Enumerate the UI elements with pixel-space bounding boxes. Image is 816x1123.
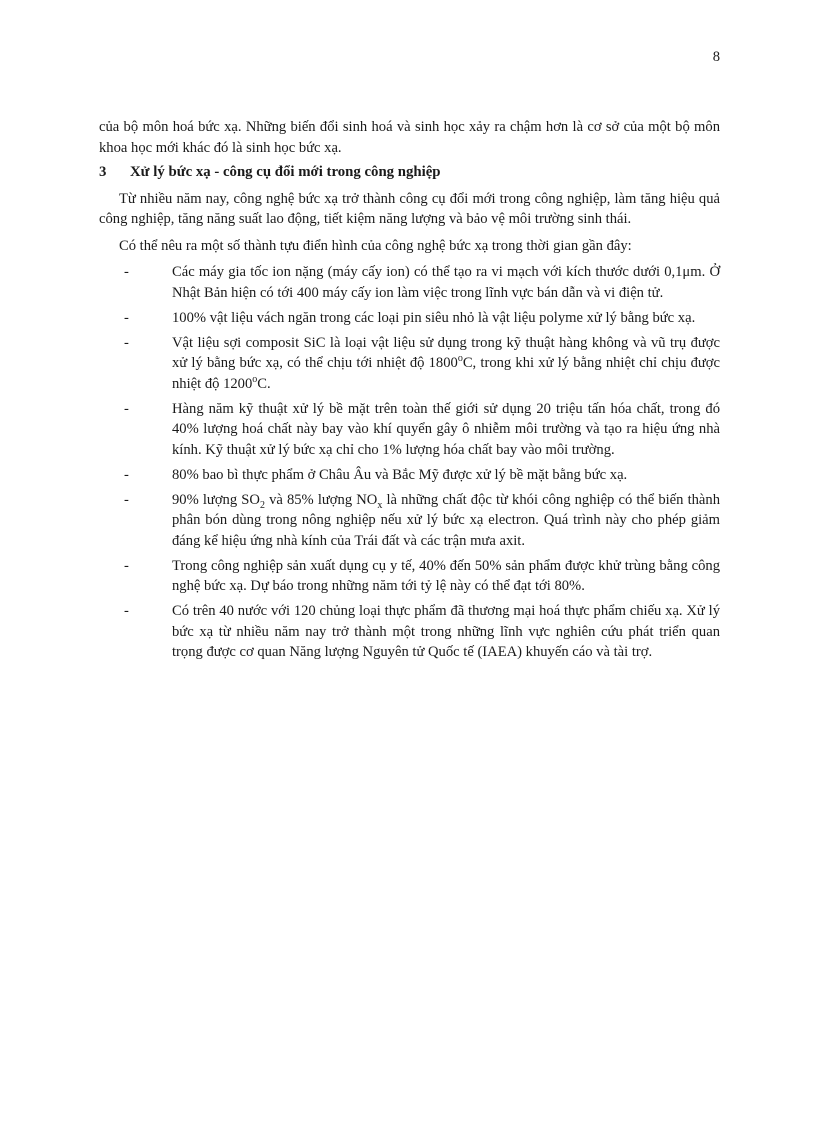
bullet-dash: - — [124, 400, 129, 417]
list-item-text: Có trên 40 nước với 120 chủng loại thực phẩm đã thương mại hoá thực phẩm chiếu xạ. Xử lý bức xạ từ nhiều năm nay trở thành một trong những lĩnh vực nghiên cứu phát triển quan trọng được cơ quan Năng lượng Nguyên tử Quốc tế (IAEA) khuyến cáo và tài trợ. — [172, 603, 720, 660]
list-item-text — [172, 333, 720, 395]
text-run: và 85% lượng NO — [264, 491, 378, 508]
page-number: 8 — [712, 49, 720, 65]
subscript: 2 — [259, 499, 265, 511]
bullet-dash: - — [124, 334, 129, 351]
bullet-dash: - — [124, 466, 129, 483]
text-run: là những chất độc từ khói công nghiệp có thể biến thành phân bón dùng trong nông nghiệp nếu xử lý bức xạ electron. Quá trình này cho phép giảm đáng kể hiệu ứng nhà kính của Trái đất và các trận mưa axit. — [172, 491, 720, 549]
list-item — [99, 556, 720, 597]
list-item — [99, 308, 720, 329]
section-title: Xử lý bức xạ - công cụ đổi mới trong công nghiệp — [130, 164, 441, 180]
intro-paragraph: của bộ môn hoá bức xạ. Những biến đổi sinh hoá và sinh học xảy ra chậm hơn là cơ sở của một bộ môn khoa học mới khác đó là sinh học bức xạ. — [99, 119, 720, 156]
text-run: Vật liệu sợi composit SiC là loại vật liệu sử dụng trong kỹ thuật hàng không và vũ trụ được xử lý bằng bức xạ, có thể chịu tới nhiệt độ 1800 — [172, 334, 720, 371]
list-item-text: Các máy gia tốc ion nặng (máy cấy ion) có thể tạo ra vi mạch với kích thước dưới 0,1μm. Ở Nhật Bản hiện có tới 400 máy cấy ion làm việc trong lĩnh vực bán dẫn và vi điện tử. — [172, 264, 720, 301]
list-item — [99, 399, 720, 461]
achievement-list — [99, 262, 720, 663]
bullet-dash: - — [124, 603, 129, 619]
superscript: o — [457, 353, 463, 365]
list-item — [99, 262, 720, 303]
list-item-text: 100% vật liệu vách ngăn trong các loại pin siêu nhỏ là vật liệu polyme xử lý bằng bức xạ. — [172, 309, 696, 326]
subscript: x — [377, 499, 383, 511]
list-item — [99, 601, 720, 663]
text-run: C, trong khi xử lý bằng nhiệt chỉ chịu được nhiệt độ 1200 — [172, 355, 720, 392]
text-run: C. — [257, 375, 271, 392]
list-item — [99, 465, 720, 486]
paragraph: Có thể nêu ra một số thành tựu điển hình của công nghệ bức xạ trong thời gian gần đây: — [119, 237, 632, 254]
bullet-dash: - — [124, 491, 129, 508]
list-item-text: 80% bao bì thực phẩm ở Châu Âu và Bắc Mỹ được xử lý bề mặt bằng bức xạ. — [172, 466, 628, 483]
document-body — [99, 117, 720, 667]
list-item-text: Trong công nghiệp sản xuất dụng cụ y tế, 40% đến 50% sản phẩm được khử trùng bằng công nghệ bức xạ. Dự báo trong những năm tới tỷ lệ này có thể đạt tới 80%. — [172, 557, 720, 594]
list-item-text — [172, 490, 720, 552]
section-heading — [99, 162, 720, 183]
bullet-dash: - — [124, 309, 129, 326]
list-item-text: Hàng năm kỹ thuật xử lý bề mặt trên toàn thế giới sử dụng 20 triệu tấn hóa chất, trong đó 40% lượng hoá chất này bay vào khí quyển gây ô nhiễm môi trường và tạo ra hiệu ứng nhà kính. Kỹ thuật xử lý bức xạ chỉ cho 1% lượng hóa chất bay vào môi trường. — [172, 400, 720, 458]
text-run: 90% lượng SO — [172, 491, 260, 508]
bullet-dash: - — [124, 264, 129, 280]
list-item — [99, 333, 720, 395]
superscript: o — [252, 373, 258, 385]
paragraph: Từ nhiều năm nay, công nghệ bức xạ trở thành công cụ đổi mới trong công nghiệp, làm tăng hiệu quả công nghiệp, tăng năng suất lao động, tiết kiệm năng lượng và bảo vệ môi trường sinh thái. — [99, 190, 720, 227]
list-item — [99, 490, 720, 552]
bullet-dash: - — [124, 557, 129, 574]
section-number: 3 — [99, 164, 107, 180]
